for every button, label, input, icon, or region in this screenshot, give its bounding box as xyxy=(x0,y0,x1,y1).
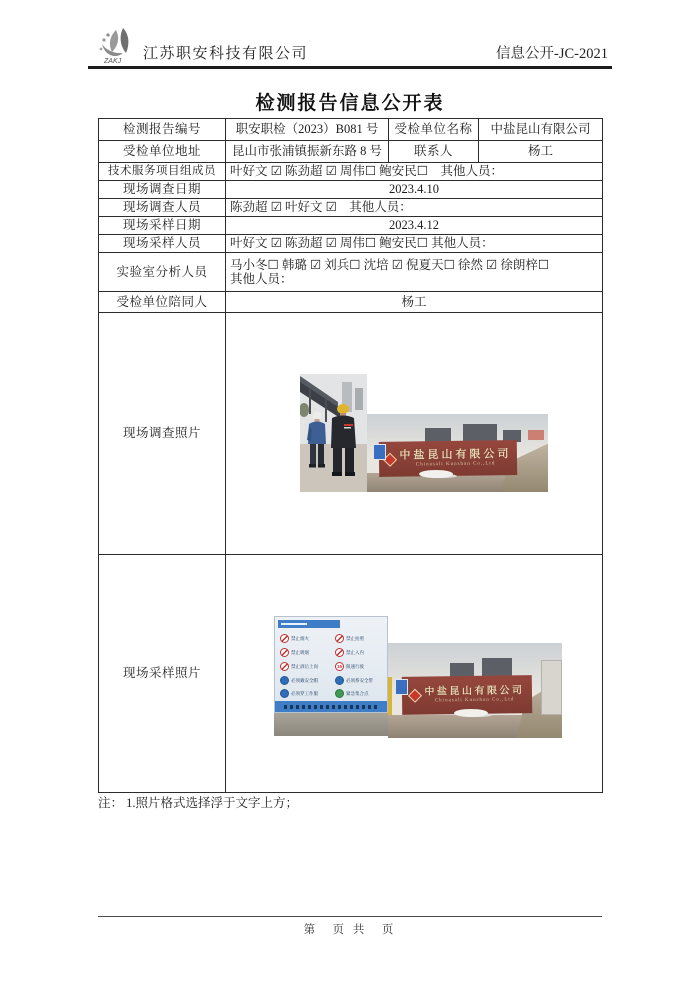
red-banner xyxy=(528,430,544,440)
blue-sign xyxy=(373,444,386,460)
sampling-staff-label: 现场采样人员 xyxy=(99,235,226,253)
lab-staff-line2: 其他人员： xyxy=(230,272,293,286)
sign-item xyxy=(280,634,309,643)
sign-label: 必须戴安全帽 xyxy=(291,677,318,683)
table-row xyxy=(99,163,603,181)
sign-item xyxy=(280,689,318,698)
table-row xyxy=(99,119,603,141)
sampling-photo-label: 现场采样照片 xyxy=(99,555,226,793)
footer-page-text: 第 页 共 页 xyxy=(303,924,397,936)
wall-company-name: 中盐昆山有限公司 xyxy=(399,448,512,462)
speed-limit-icon: 15 xyxy=(335,662,344,671)
factory-building xyxy=(482,658,512,677)
factory-building xyxy=(463,424,497,442)
report-no-label: 检测报告编号 xyxy=(99,119,226,141)
safety-board-photo xyxy=(274,616,388,736)
company-logo xyxy=(96,26,144,66)
sign-label: 紧急集合点 xyxy=(346,690,369,696)
sign-item xyxy=(280,662,318,671)
table-row xyxy=(99,199,603,217)
sampling-date-label: 现场采样日期 xyxy=(99,217,226,235)
mandatory-icon xyxy=(335,676,344,685)
blue-sign xyxy=(395,679,408,695)
company-name: 江苏职安科技有限公司 xyxy=(143,46,309,62)
sampling-date-value: 2023.4.12 xyxy=(226,217,603,235)
sign-label: 禁止酒后上岗 xyxy=(291,663,318,669)
sign-item xyxy=(335,689,369,698)
contact-value: 杨工 xyxy=(479,141,603,163)
table-row xyxy=(99,253,603,292)
unit-name-value: 中盐昆山有限公司 xyxy=(479,119,603,141)
sign-label: 禁止拍照 xyxy=(346,635,364,641)
safety-sign-board xyxy=(274,616,388,713)
prohibition-icon xyxy=(280,662,289,671)
wall-company-name-en: Chinasalt Kunshan Co.,Ltd xyxy=(415,461,496,468)
table-row xyxy=(99,235,603,253)
sampling-wall-photo xyxy=(388,643,562,738)
sign-item xyxy=(335,662,364,671)
table-row xyxy=(99,292,603,313)
prohibition-icon xyxy=(280,648,289,657)
unit-addr-value: 昆山市张浦镇振新东路 8 号 xyxy=(226,141,389,163)
escort-value: 杨工 xyxy=(226,292,603,313)
white-debris xyxy=(419,470,453,478)
disclosure-table xyxy=(98,118,603,793)
survey-staff-label: 现场调查人员 xyxy=(99,199,226,217)
wall-company-name: 中盐昆山有限公司 xyxy=(424,685,525,698)
sign-item xyxy=(335,676,373,685)
lab-staff-line1: 马小冬☐ 韩璐 ☑ 刘兵☐ 沈培 ☑ 倪夏天☐ 徐然 ☑ 徐朗梓☐ xyxy=(230,257,550,272)
wall-company-name-en: Chinasalt Kunshan Co.,Ltd xyxy=(434,697,515,704)
mandatory-icon xyxy=(280,676,289,685)
board-ground xyxy=(274,713,388,736)
white-debris xyxy=(454,709,488,717)
sign-label: 禁止吸烟 xyxy=(291,649,309,655)
assembly-point-icon xyxy=(335,689,344,698)
sign-label: 必须穿工作服 xyxy=(291,690,318,696)
survey-staff-value: 陈劲超 ☑ 叶好文 ☑ 其他人员： xyxy=(226,199,603,217)
chinasalt-logo xyxy=(407,689,421,703)
lab-staff-value xyxy=(226,253,603,292)
factory-building xyxy=(425,428,451,442)
table-row xyxy=(99,141,603,163)
footer-rule xyxy=(98,916,602,917)
note-text: 注： 1.照片格式选择浮于文字上方； xyxy=(98,796,299,810)
survey-date-label: 现场调查日期 xyxy=(99,181,226,199)
prohibition-icon xyxy=(335,648,344,657)
sign-label: 禁止入内 xyxy=(346,649,364,655)
prohibition-icon xyxy=(335,634,344,643)
sign-item xyxy=(335,634,364,643)
survey-wall-photo xyxy=(367,414,548,492)
prohibition-icon xyxy=(280,634,289,643)
survey-date-value: 2023.4.10 xyxy=(226,181,603,199)
page-title: 检测报告信息公开表 xyxy=(255,93,445,114)
report-no-value: 职安职检（2023）B081 号 xyxy=(226,119,389,141)
table-row xyxy=(99,181,603,199)
unit-name-label: 受检单位名称 xyxy=(389,119,479,141)
survey-photo-label: 现场调查照片 xyxy=(99,313,226,555)
table-row xyxy=(99,313,603,555)
team-value: 叶好文 ☑ 陈劲超 ☑ 周伟☐ 鲍安民☐ 其他人员： xyxy=(226,163,603,181)
survey-photo-cell xyxy=(226,313,603,555)
lab-staff-label: 实验室分析人员 xyxy=(99,253,226,292)
header-rule xyxy=(88,66,612,69)
light-panel xyxy=(541,660,562,715)
sign-item xyxy=(280,676,318,685)
sampling-staff-value: 叶好文 ☑ 陈劲超 ☑ 周伟☐ 鲍安民☐ 其他人员： xyxy=(226,235,603,253)
escort-label: 受检单位陪同人 xyxy=(99,292,226,313)
sign-item xyxy=(280,648,309,657)
sign-item xyxy=(335,648,364,657)
sign-label: 限速行驶 xyxy=(346,663,364,669)
contact-label: 联系人 xyxy=(389,141,479,163)
table-row xyxy=(99,217,603,235)
survey-workers-photo xyxy=(300,374,367,492)
mandatory-icon xyxy=(280,689,289,698)
table-row xyxy=(99,555,603,793)
sampling-photo-cell xyxy=(226,555,603,793)
board-footer-strip xyxy=(275,701,387,712)
sign-label: 必须系安全带 xyxy=(346,677,373,683)
sign-label: 禁止烟火 xyxy=(291,635,309,641)
board-header-strip xyxy=(278,620,340,628)
team-label: 技术服务项目组成员 xyxy=(99,163,226,181)
workers-illustration xyxy=(300,374,367,492)
svg-text:ZAKJ: ZAKJ xyxy=(104,58,122,65)
unit-addr-label: 受检单位地址 xyxy=(99,141,226,163)
factory-building xyxy=(450,663,474,677)
doc-code: 信息公开-JC-2021 xyxy=(496,46,608,62)
